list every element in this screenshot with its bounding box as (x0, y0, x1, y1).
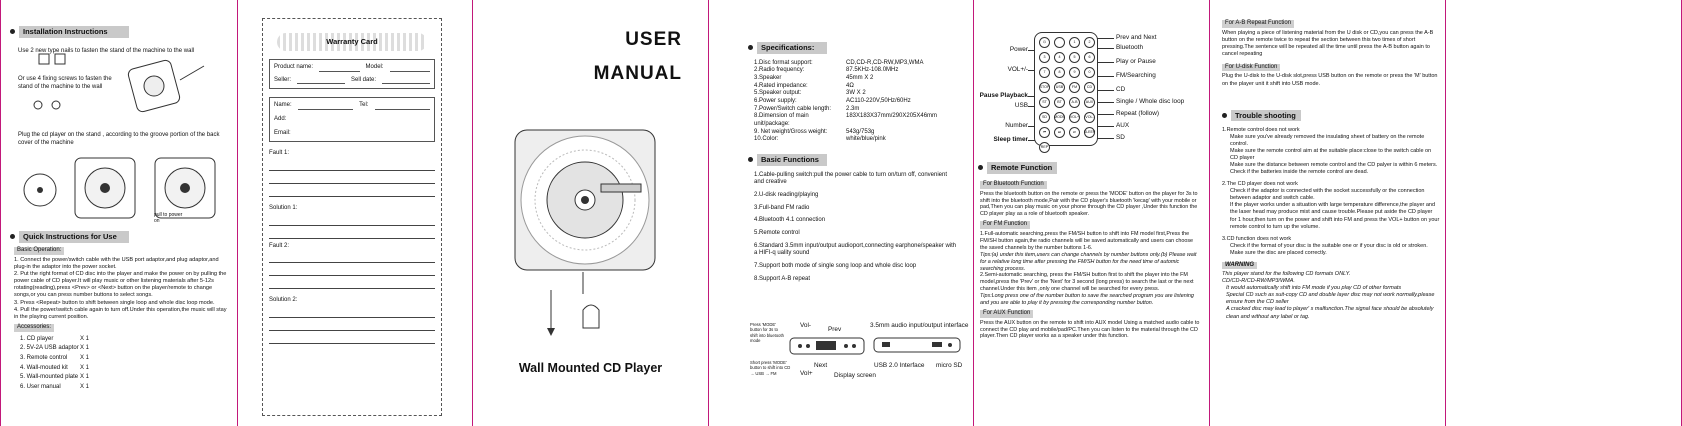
remote-key[interactable]: CD (1084, 82, 1095, 93)
trouble-a: Check if the adaptor is connected with the socket successfully or the connection between adaptor and switch cable. (1230, 188, 1425, 202)
screw-icon (30, 95, 70, 115)
email-label: Email: (274, 129, 291, 136)
leader-line (1096, 48, 1114, 49)
remote-key[interactable]: AUX (1084, 97, 1095, 108)
warning-text: Special CD such as suit-copy CD and double layer disc may not work normally,please ensure from the CD seller (1226, 292, 1435, 306)
table-row: 3.Speaker 45mm X 2 (754, 74, 874, 81)
remote-key[interactable]: ⏯ (1069, 127, 1080, 138)
list-item: 1. CD player X 1 (20, 335, 90, 342)
trouble-a: Make sure the distance between remote control and the CD palyer is within 6 meters. (1230, 162, 1438, 169)
bullet-icon (1222, 113, 1227, 118)
remote-left-label: Power (1009, 46, 1028, 53)
warranty-title: Warranty Card (277, 33, 427, 51)
leader-line (1096, 138, 1114, 139)
aux-text: Press the AUX button on the remote to shift into AUX model Using a matched audio cable to connect the CD play and mobile/pad/PC.Then you can listen to the material through the CD player.Then CD player works as a speaker under this function. (980, 319, 1200, 340)
table-row: 6.Power supply: AC110-220V,50Hz/60Hz (754, 97, 911, 104)
list-item: 5.Remote control (754, 229, 800, 236)
list-item: 6. User manual X 1 (20, 384, 90, 391)
leader-line (1096, 114, 1114, 115)
remote-key[interactable]: 6 (1084, 52, 1095, 63)
mode-note: Press 'MODE' button for 3s to shift into bluetooth mode (750, 322, 784, 344)
vol-plus-label: Vol+ (800, 370, 813, 377)
remote-key[interactable]: SLEEP (1084, 127, 1095, 138)
cover-product: Wall Mounted CD Player (518, 361, 663, 375)
next-label: Next (814, 362, 828, 369)
fm2-text: 2.Semi-automatic searching, press the FM/SH button first to shift the player into the FM model,press the 'Prev' or the 'Next' for 3 second (long press) to search the last or the next channel.Under this item ,only one channel will be searched for every press. (980, 272, 1194, 293)
remote-key[interactable]: BT (1054, 97, 1065, 108)
remote-right-label: Bluetooth (1116, 44, 1144, 51)
udisk-text: Plug the U-disk to the U-disk slot,press USB button on the remote or press the 'M' button on the player unit it shift into USB mode. (1222, 73, 1438, 87)
fm-text: 1.Full-automatic searching,press the FM/SH button to shift into FM model first,Press the FM/SH button again,the radio channels will be saved automatically and users can choose the saved channels by the number buttons 1-6. (980, 230, 1194, 251)
remote-left-label: VOL+/- (1007, 66, 1028, 73)
remote-key[interactable]: MODE (1054, 112, 1065, 123)
trouble-title: Trouble shooting (1231, 110, 1301, 122)
bullet-icon (10, 234, 15, 239)
specs-list (748, 60, 970, 144)
list-item: 3. Remote control X 1 (20, 355, 90, 362)
install-step: Plug the cd player on the stand , according to the groove portion of the back cover of the machine (18, 132, 220, 146)
pull-cable-illustration (533, 290, 623, 340)
remote-key[interactable]: 7 (1039, 67, 1050, 78)
remote-right-label: Single / Whole disc loop (1116, 98, 1185, 105)
basic-operation-label: Basic Operation: (14, 247, 64, 255)
seller-label: Seller: (274, 76, 292, 83)
trouble-a: Make sure the remote control aim at the suitable place:close to the switch cable on CD player (1230, 148, 1432, 162)
leader-line (1096, 76, 1114, 77)
warning-text: It would automatically shift into FM mode if you play CD of other formats (1226, 285, 1402, 292)
warning-label: WARNING (1222, 262, 1257, 270)
table-row: 5.Speaker output: 3W X 2 (754, 90, 866, 97)
remote-key[interactable]: 0 (1084, 67, 1095, 78)
remote-function-title: Remote Function (987, 162, 1057, 174)
bullet-icon (10, 29, 15, 34)
table-row: 1.Disc format support: CD,CD-R,CD-RW,MP3,WMA (754, 59, 924, 66)
leader-line (1096, 102, 1114, 103)
remote-right-label: CD (1116, 86, 1126, 93)
remote-key[interactable]: 3 (1039, 52, 1050, 63)
device-side-view (872, 334, 964, 356)
warning-text: This player stand for the following CD formats ONLY. (1222, 271, 1351, 278)
remote-key[interactable]: REP (1039, 142, 1050, 153)
leader-line (1096, 90, 1114, 91)
table-row: 4.Rated impedance: 4Ω (754, 82, 854, 89)
usb-interface-label: USB 2.0 Interface (874, 362, 925, 369)
install-step: Or use 4 fixing screws to fasten the stand of the machine to the wall (18, 76, 112, 90)
udisk-label: For U-disk Function (1222, 64, 1280, 72)
model-label: Model: (365, 64, 384, 70)
list-item: 4.Bluetooth 4.1 connection (754, 217, 826, 224)
trouble-a: Make sure the disc are placed correctly. (1230, 249, 1327, 256)
device-top-view (788, 332, 868, 360)
trouble-q2: 2.The CD player does not work (1222, 181, 1298, 188)
leader-line (1096, 62, 1114, 63)
remote-left-label: USB (1014, 102, 1028, 109)
trouble-q3: 3.CD function does not work (1222, 235, 1292, 242)
fm2-tip: Tips:Long press one of the number button to save the searched program you are listening and you are able to play it by pressing the corresponding number button. (980, 293, 1194, 307)
leader-line (1096, 126, 1114, 127)
remote-left-label: Pause Playback (979, 92, 1028, 99)
functions-title: Basic Functions (757, 154, 827, 166)
cover-manual: MANUAL (593, 63, 682, 84)
display-screen-label: Display screen (834, 372, 876, 379)
remote-key[interactable]: 5 (1069, 52, 1080, 63)
product-name-label: Product name: (274, 64, 314, 70)
bullet-icon (748, 45, 753, 50)
remote-right-label: FM/Searching (1116, 72, 1156, 79)
list-item: 7.Support both mode of single song loop and whole disc loop (754, 262, 917, 269)
list-item: 6.Standard 3.5mm input/output audioport,connecting earphone/speaker with a HIFI-q uality sound (754, 242, 957, 257)
micro-sd-label: micro SD (936, 362, 963, 369)
short-note: Short press 'MODE' button to shift into CD → USB → FM (750, 360, 791, 376)
list-item: 5. Wall-mounted plate X 1 (20, 374, 90, 381)
remote-right-label: Repeat (follow) (1116, 110, 1159, 117)
bullet-icon (978, 165, 983, 170)
stand-illustration (20, 150, 230, 225)
vol-minus-label: Vol- (800, 322, 812, 329)
solution1-label: Solution 1: (269, 205, 298, 212)
remote-key[interactable]: ⏮ (1039, 127, 1050, 138)
remote-left-label: Number (1005, 122, 1028, 129)
specs-title: Specifications: (757, 42, 827, 54)
remote-key[interactable]: VOL+ (1069, 112, 1080, 123)
ab-text: When playing a piece of listening material from the U disk or CD,you can press the A-B button on the remote twice to repeat the section between this two times of short pressing.The sentence will be repeated all the time until press the A-B button again to cancel repeating (1222, 29, 1434, 57)
warning-text: A cracked disc may lead to player' s malfunction.The signal face should be absolutely clean and without any label or tag. (1226, 306, 1434, 320)
remote-key[interactable]: SD (1039, 112, 1050, 123)
list-item: 3.Full-band FM radio (754, 204, 810, 211)
remote-key[interactable]: 2 (1084, 37, 1095, 48)
nail-icon (35, 50, 75, 70)
remote-key[interactable]: STOP (1039, 82, 1050, 93)
ab-repeat-label: For A-B Repeat Function (1222, 20, 1294, 28)
sell-date-label: Sell date: (351, 76, 377, 83)
remote-key[interactable]: ST (1039, 97, 1050, 108)
remote-right-label: SD (1116, 134, 1125, 141)
accessories-label: Accessories: (14, 324, 54, 332)
panel-cover (473, 0, 708, 426)
quick-para: 2. Put the right format of CD disc into the player and make the power on by pulling the power cable of CD player.It will play music or other listening materials after 5-12s rotating(reading),press <Prev> or <Next> button on the player/remote to change songs,or you can press number buttons to select songs. (14, 270, 227, 299)
leader-line (1096, 38, 1114, 39)
list-item: 1.Cable-pulling switch:pull the power cable to turn on/turn off, convenient and creative (754, 171, 948, 186)
quick-title: Quick Instructions for Use (19, 231, 129, 243)
quick-para: 1. Connect the power/switch cable with the USB port adaptor,and plug adaptor,and plug-in the adaptor into the power socket. (14, 256, 219, 270)
remote-key[interactable]: 4 (1054, 52, 1065, 63)
panel-warranty (262, 18, 442, 416)
bluetooth-function-label: For Bluetooth Function (980, 181, 1047, 189)
remote-key[interactable]: 9 (1069, 67, 1080, 78)
table-row: 8.Dimension of main unit/package: 183X183X37mm/290X205X46mm (754, 113, 938, 127)
remote-key[interactable]: VOL- (1084, 112, 1095, 123)
fault1-label: Fault 1: (269, 150, 290, 157)
trouble-a: Check if the format of your disc is the suitable one or if your disc is old or stroken. (1230, 242, 1428, 249)
fm-tip: Tips:(a) under this item,users can change channels by number buttons only.(b) Please wait for a relative long time after pressing the FM/SH button for the need time of automic searching process. (980, 251, 1197, 272)
bluetooth-text: Press the bluetooth button on the remote or press the 'MODE' button on the player for 3s to shift into the bluetooth mode,Pair with the CD player's bluetooth 'kecag' with your mobile or pad,Then you can play music on your phone through the CD player ,Under this function the CD player play as a role of bluetooth speaker. (980, 190, 1198, 218)
table-row: 2.Radio frequency: 87.5KHz-108.0MHz (754, 67, 899, 74)
list-item: 8.Support A-B repeat (754, 275, 811, 282)
install-step: Use 2 new type nails to fasten the stand of the machine to the wall (18, 47, 195, 54)
cover-user: USER (625, 29, 682, 50)
cd-player-illustration (511, 126, 671, 296)
list-item: 2. 5V-2A USB adaptor X 1 (20, 345, 90, 352)
remote-key[interactable]: A-B (1069, 97, 1080, 108)
panel-installation (10, 0, 230, 426)
remote-control (1034, 32, 1098, 150)
warning-text: CD/CD-R/CD-RW/MP3/WMA. (1222, 278, 1295, 285)
fault2-label: Fault 2: (269, 242, 290, 249)
table-row: 9. Net weight/Gross weight: 543g/753g (754, 128, 875, 135)
remote-key[interactable]: 1 (1069, 37, 1080, 48)
bullet-icon (748, 157, 753, 162)
remote-right-label: Prev and Next (1116, 34, 1157, 41)
add-label: Add: (274, 116, 287, 123)
trouble-q1: 1.Remote control does not work (1222, 127, 1300, 134)
remote-key[interactable]: USB (1054, 82, 1065, 93)
panel-remote (978, 0, 1206, 426)
trouble-a: Check if the batteries inside the remote control are dead. (1230, 169, 1369, 176)
trouble-a: Make sure you've already removed the insulating sheet of battery on the remote control. (1230, 134, 1425, 148)
table-row: 10.Color: white/blue/pink (754, 136, 886, 143)
list-item: 4. Wall-mouted kit X 1 (20, 364, 90, 371)
quick-para: 3. Press <Repeat> button to shift between single loop and whole disc loop mode. (14, 299, 215, 306)
tel-label: Tel: (359, 102, 369, 109)
quick-para: 4. Pull the power/switch cable again to turn off.Under this operation,the music will stay in the playing current position. (14, 306, 227, 320)
name-label: Name: (274, 102, 292, 109)
panel-specs (748, 0, 970, 426)
remote-right-label: Play or Pause (1116, 58, 1156, 65)
panel-trouble (1222, 0, 1440, 426)
audio-interface-label: 3.5mm audio input/output interface (870, 322, 969, 329)
accessories-list (14, 336, 228, 392)
install-title: Installation Instructions (19, 26, 129, 38)
list-item: 2.U-disk reading/playing (754, 191, 819, 198)
remote-key[interactable] (1054, 37, 1065, 48)
prev-label: Prev (828, 326, 842, 333)
trouble-a: If the player works under a situation with large temperature difference,the player and the laser head may produce mist and cause trouble.Please put aside the CD player for 1 hour,then turn on the power and shift into FM and press the VOL+ button on your remote control to turn up the volume. (1230, 202, 1440, 230)
remote-right-label: AUX (1116, 122, 1130, 129)
remote-key[interactable]: ⏭ (1054, 127, 1065, 138)
pull-note: pull to power on (154, 212, 183, 225)
remote-key[interactable]: 8 (1054, 67, 1065, 78)
aux-function-label: For AUX Function (980, 310, 1033, 318)
table-row: 7.Power/Switch cable length: 2.3m (754, 105, 860, 112)
remote-key[interactable]: FM (1069, 82, 1080, 93)
remote-left-label: Sleep timer (993, 136, 1028, 143)
fm-function-label: For FM Function (980, 221, 1030, 229)
wall-mount-illustration (120, 50, 210, 120)
solution2-label: Solution 2: (269, 297, 298, 304)
remote-key[interactable]: ⏻ (1039, 37, 1050, 48)
